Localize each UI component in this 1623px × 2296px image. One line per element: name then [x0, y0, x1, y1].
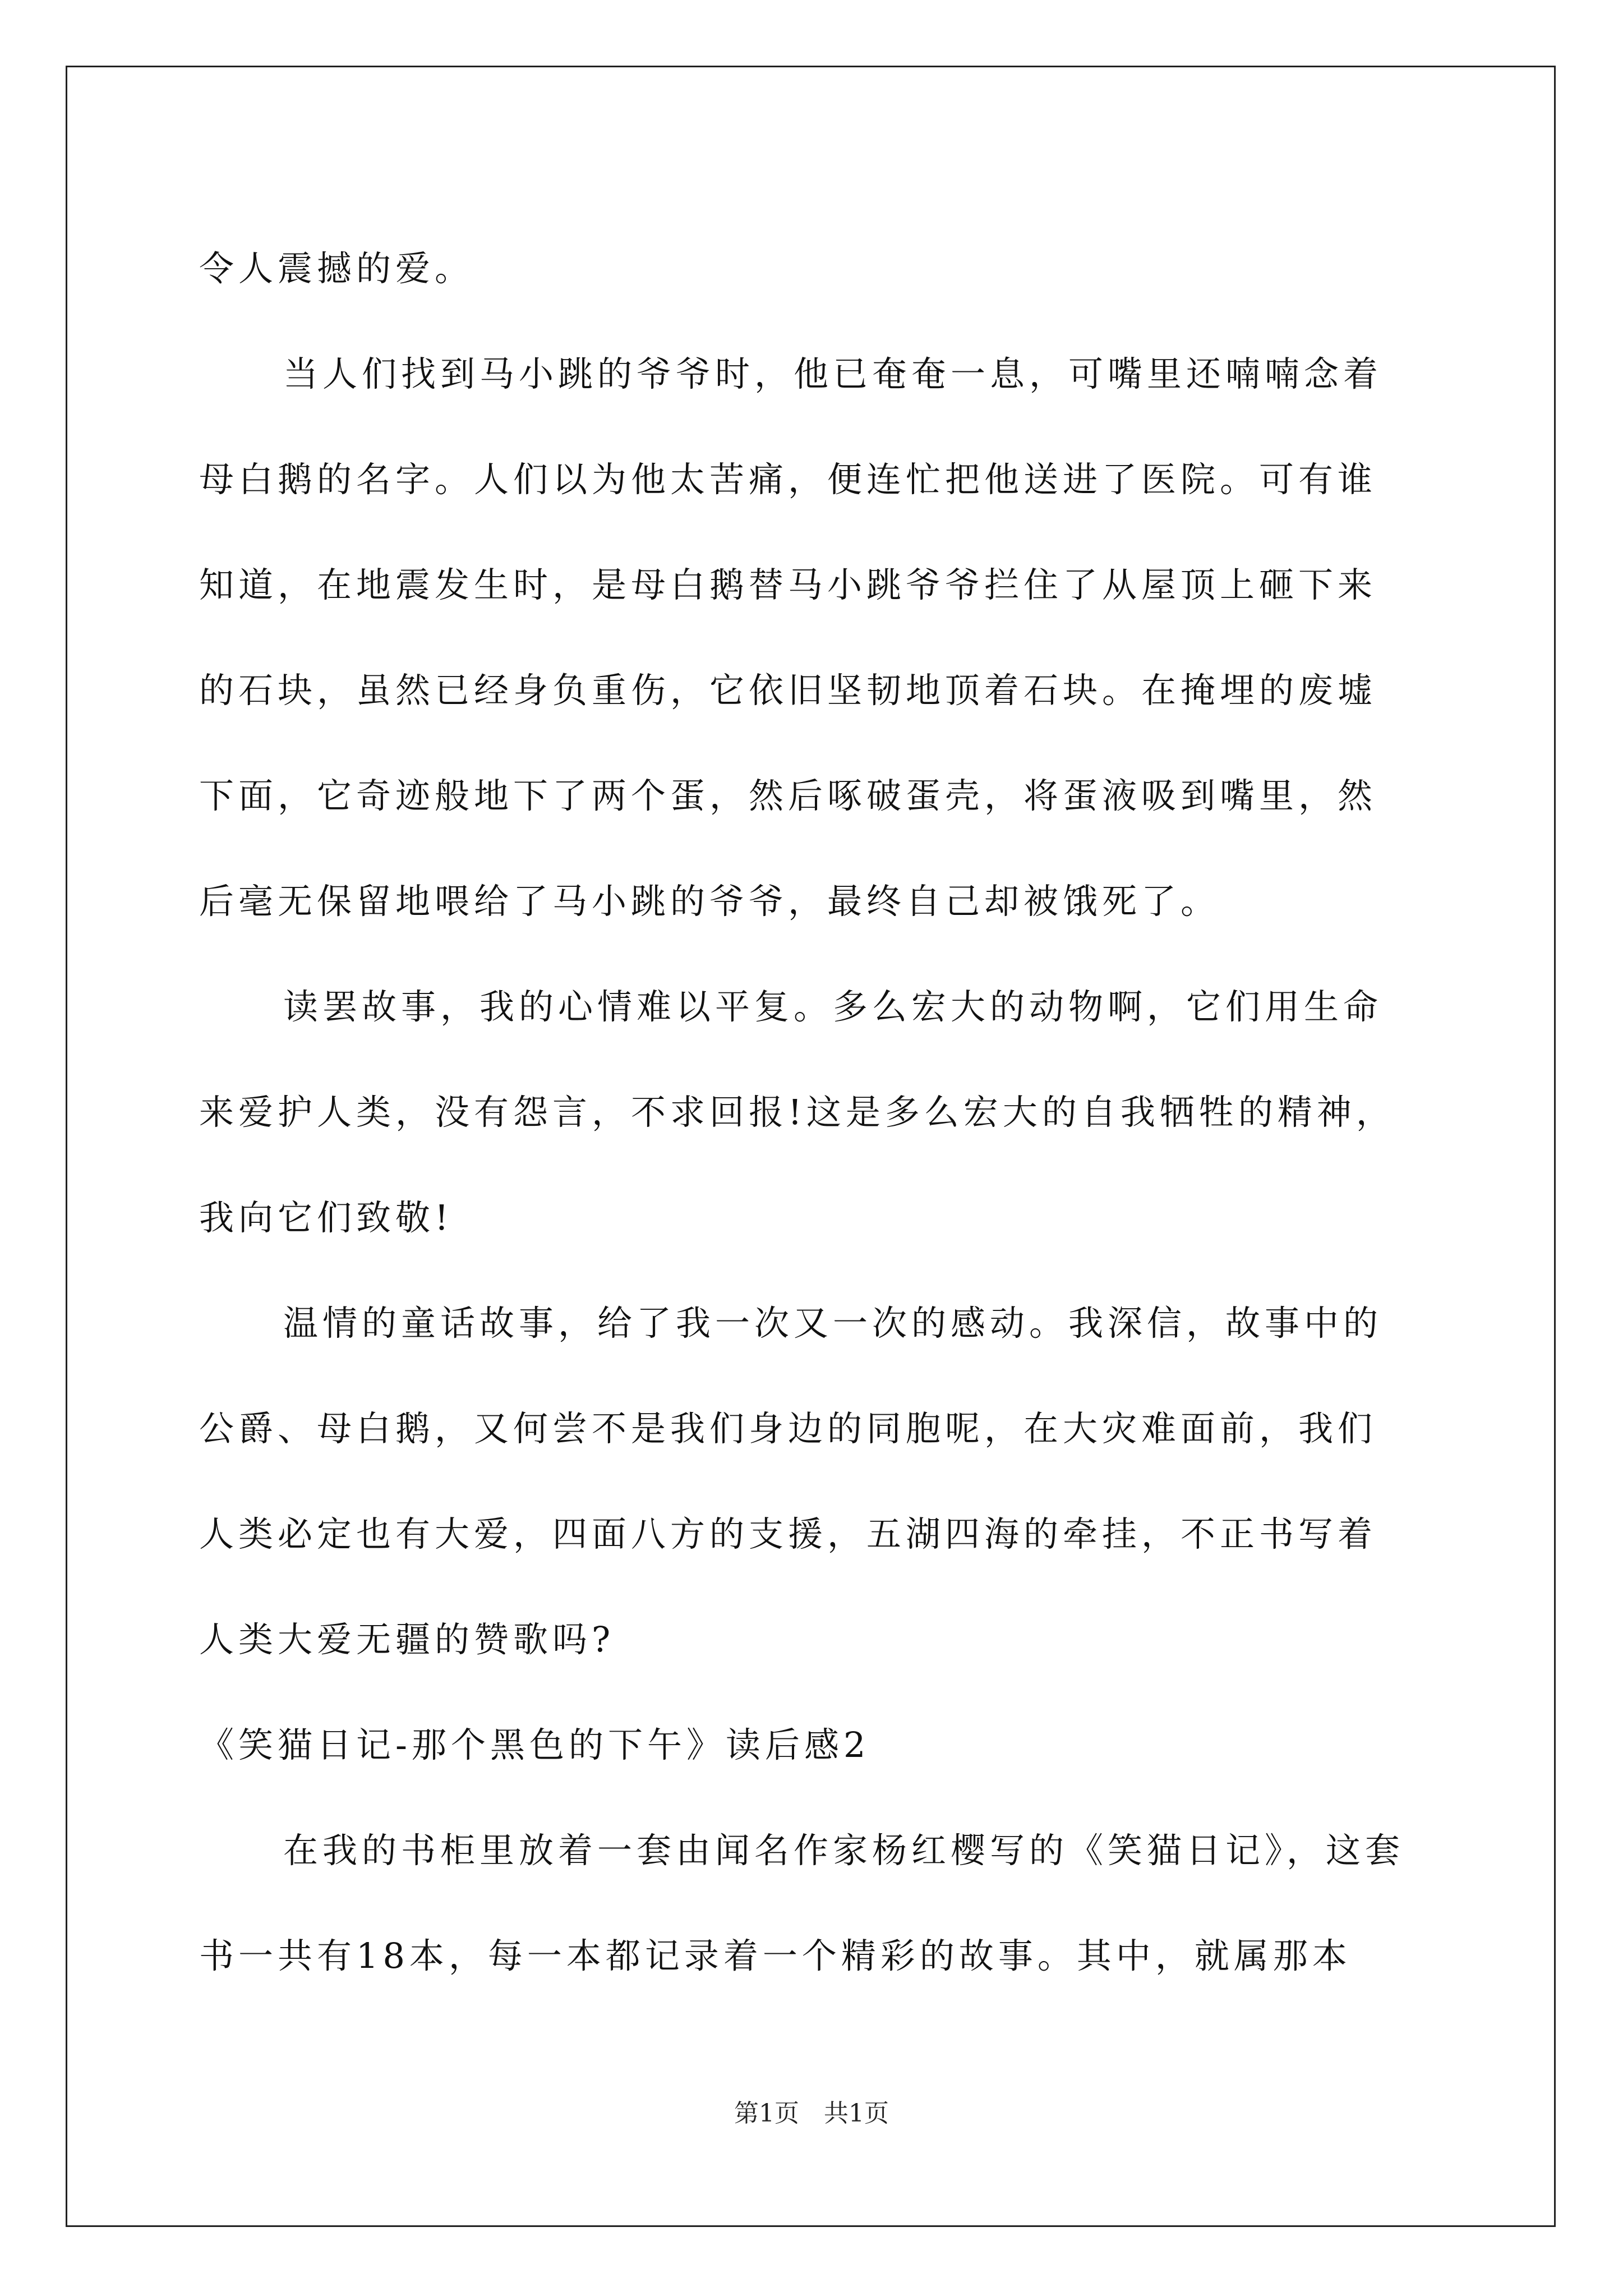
text-line: 后毫无保留地喂给了马小跳的爷爷，最终自己却被饿死了。	[199, 881, 1220, 922]
document-body	[199, 216, 1427, 2009]
text-line: 下面，它奇迹般地下了两个蛋，然后啄破蛋壳，将蛋液吸到嘴里，然	[199, 775, 1377, 816]
text-line: 来爱护人类，没有怨言，不求回报!这是多么宏大的自我牺牲的精神，	[199, 1092, 1395, 1133]
text-line: 令人震撼的爱。	[199, 248, 474, 289]
text-line: 公爵、母白鹅，又何尝不是我们身边的同胞呢，在大灾难面前，我们	[199, 1408, 1377, 1449]
section-heading: 《笑猫日记-那个黑色的下午》读后感2	[199, 1724, 870, 1765]
text-line: 读罢故事，我的心情难以平复。多么宏大的动物啊，它们用生命	[283, 986, 1383, 1027]
text-line: 的石块，虽然已经身负重伤，它依旧坚韧地顶着石块。在掩埋的废墟	[199, 670, 1377, 711]
text-line: 人类大爱无疆的赞歌吗?	[199, 1619, 615, 1660]
text-line: 我向它们致敬!	[199, 1197, 453, 1238]
page-footer: 第1页 共1页	[734, 2099, 889, 2128]
text-line: 知道，在地震发生时，是母白鹅替马小跳爷爷拦住了从屋顶上砸下来	[199, 564, 1377, 605]
text-line: 在我的书柜里放着一套由闻名作家杨红樱写的《笑猫日记》，这套	[283, 1830, 1405, 1871]
text-line: 母白鹅的名字。人们以为他太苦痛，便连忙把他送进了医院。可有谁	[199, 459, 1377, 500]
text-line: 书一共有18本，每一本都记录着一个精彩的故事。其中，就属那本	[199, 1935, 1352, 1976]
text-line: 当人们找到马小跳的爷爷时，他已奄奄一息，可嘴里还喃喃念着	[283, 353, 1383, 394]
text-line: 人类必定也有大爱，四面八方的支援，五湖四海的牵挂，不正书写着	[199, 1513, 1377, 1554]
text-line: 温情的童话故事，给了我一次又一次的感动。我深信，故事中的	[283, 1303, 1383, 1343]
